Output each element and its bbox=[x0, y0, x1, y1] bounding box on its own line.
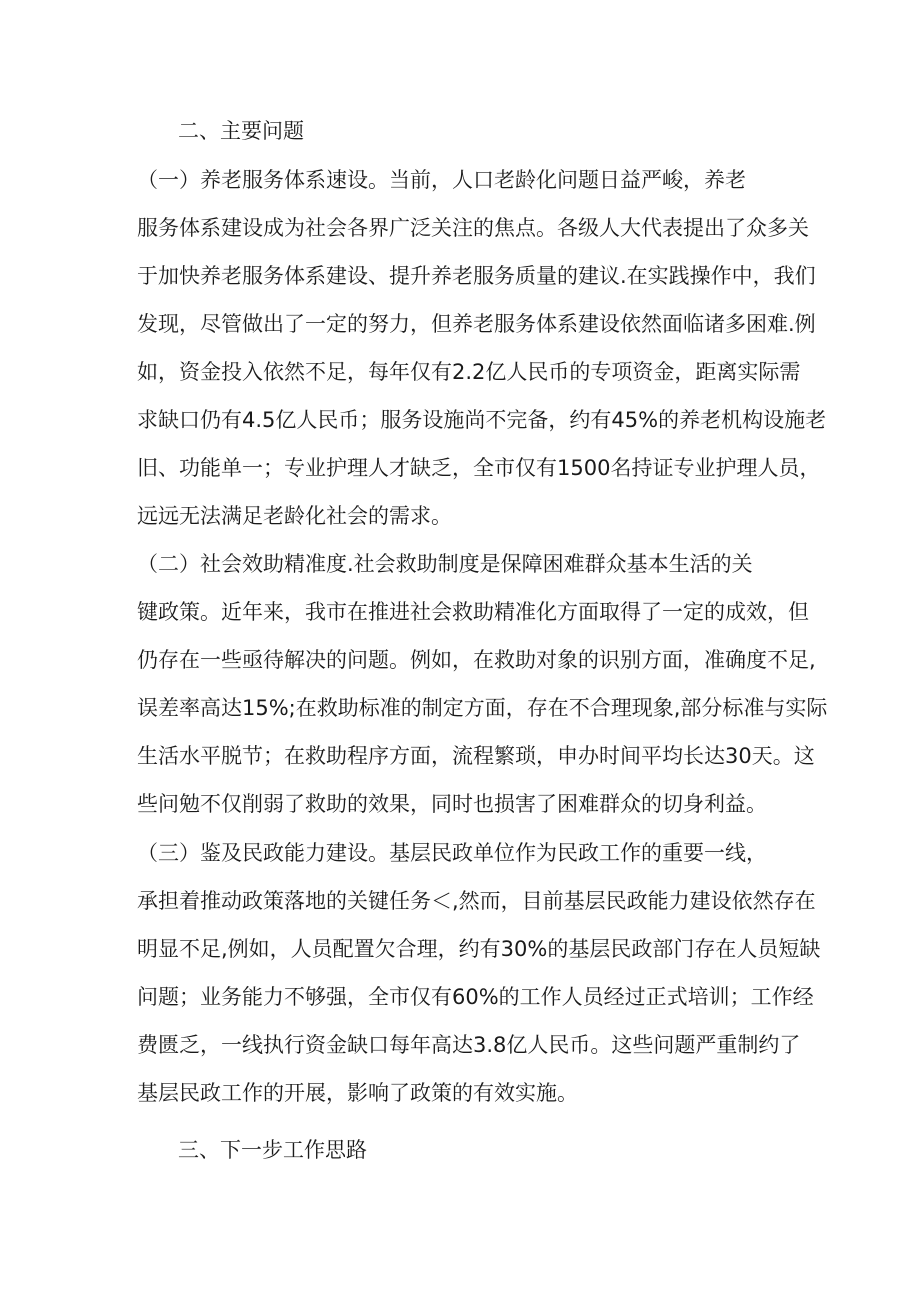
paragraph-elderly-care-services bbox=[137, 156, 827, 540]
section-heading-next-steps: 三、下一步工作思路 bbox=[178, 1138, 367, 1162]
text-line: （一）养老服务体系速设。当前，人口老龄化问题日益严峻，养老 bbox=[137, 168, 746, 192]
text-line: 误差率高达15%;在救助标准的制定方面，存在不合理现象,部分标准与实际 bbox=[137, 696, 828, 720]
text-line: 如，资金投入依然不足，每年仅有2.2亿人民币的专项资金，距离实际需 bbox=[137, 360, 801, 384]
text-line: 求缺口仍有4.5亿人民币；服务设施尚不完备，约有45%的养老机构设施老 bbox=[137, 408, 827, 432]
paragraph-grassroots-civil-affairs-capacity bbox=[137, 829, 821, 1117]
paragraph-social-assistance-precision bbox=[137, 540, 828, 828]
text-line: 承担着推动政策落地的关键任务＜,然而，目前基层民政能力建设依然存在 bbox=[137, 889, 816, 913]
text-line: 费匮乏，一线执行资金缺口每年高达3.8亿人民币。这些问题严重制约了 bbox=[137, 1033, 801, 1057]
text-line: 服务体系建设成为社会各界广泛关注的焦点。各级人大代表提出了众多关 bbox=[137, 216, 809, 240]
text-line: （二）社会效助精准度.社会救助制度是保障困难群众基本生活的关 bbox=[137, 552, 753, 576]
text-line: 发现，尽管做出了一定的努力，但养老服务体系建设依然面临诸多困难.例 bbox=[137, 312, 816, 336]
text-line: 问题；业务能力不够强，全市仅有60%的工作人员经过正式培训；工作经 bbox=[137, 985, 814, 1009]
text-line: 基层民政工作的开展，影响了政策的有效实施。 bbox=[137, 1081, 578, 1105]
text-line: 些问勉不仅削弱了救助的效果，同时也损害了困难群众的切身利益。 bbox=[137, 792, 767, 816]
section-heading-main-problems: 二、主要问题 bbox=[178, 119, 304, 143]
text-line: （三）鉴及民政能力建设。基层民政单位作为民政工作的重要一线， bbox=[137, 841, 767, 865]
text-line: 旧、功能单一；专业护理人才缺乏，全市仅有1500名持证专业护理人员， bbox=[137, 456, 821, 480]
text-line: 远远无法满足老龄化社会的需求。 bbox=[137, 504, 452, 528]
text-line: 仍存在一些亟待解决的问题。例如，在救助对象的识别方面，准确度不足, bbox=[137, 648, 816, 672]
text-line: 于加快养老服务体系建设、提升养老服务质量的建议.在实践操作中，我们 bbox=[137, 264, 816, 288]
text-line: 明显不足,例如，人员配置欠合理，约有30%的基层民政部门存在人员短缺 bbox=[137, 937, 821, 961]
text-line: 键政策。近年来，我市在推进社会救助精准化方面取得了一定的成效，但 bbox=[137, 600, 809, 624]
text-line: 生活水平脱节；在救助程序方面，流程繁琐，申办时间平均长达30天。这 bbox=[137, 744, 815, 768]
